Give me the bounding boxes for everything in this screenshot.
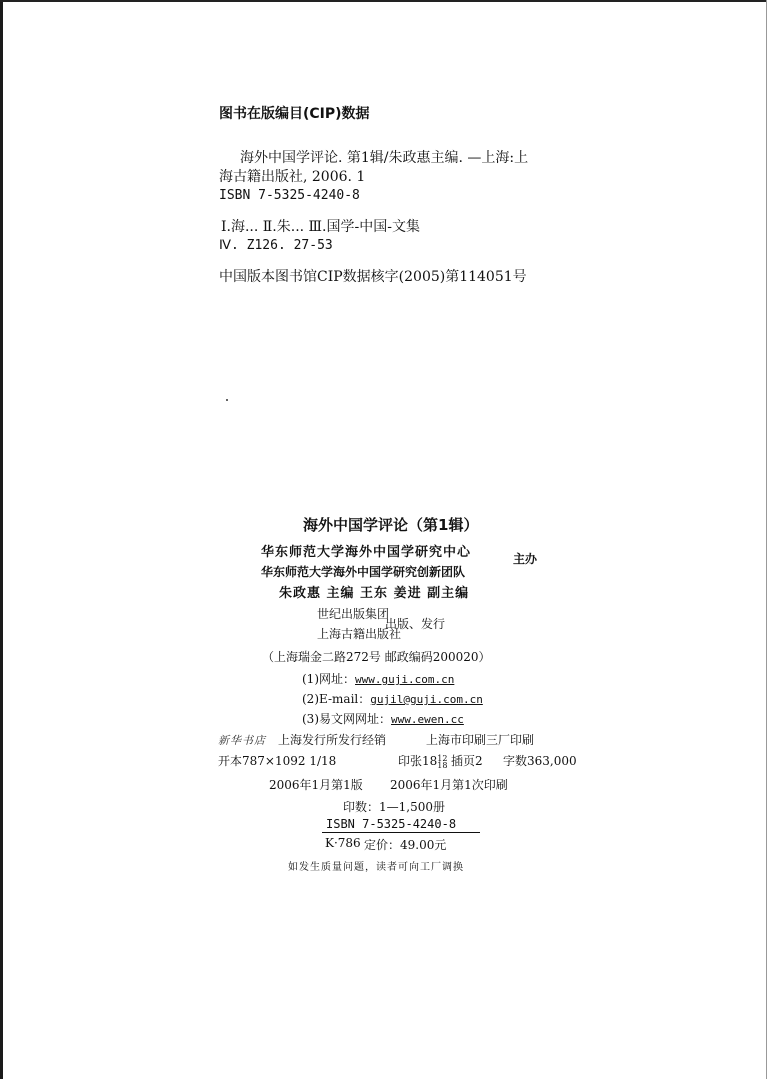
isbn-line: ISBN 7-5325-4240-8	[326, 817, 457, 831]
sheets-numerator: 12	[437, 754, 448, 763]
distributor-line	[218, 731, 386, 748]
cip-subject-line: Ⅰ.海... Ⅱ.朱... Ⅲ.国学-中国-文集	[221, 219, 420, 235]
cip-classification-line: Ⅳ. Z126. 27-53	[219, 238, 333, 253]
sheets-line	[398, 752, 447, 769]
print-run-line: 印数：1—1,500册	[343, 800, 445, 814]
publisher-group: 世纪出版集团	[317, 607, 390, 621]
email-line	[302, 690, 483, 707]
edition-line: 2006年1月第1版	[269, 778, 363, 792]
cip-title-line: 海外中国学评论. 第1辑/朱政惠主编. —上海:上	[240, 150, 529, 166]
printer-line: 上海市印刷三厂印刷	[426, 733, 535, 747]
cip-isbn-line: ISBN 7-5325-4240-8	[219, 188, 360, 203]
distributor-brand-mark: 新华书店	[218, 734, 266, 747]
sheets-denominator: 18	[437, 761, 448, 770]
ewen-line	[302, 710, 464, 727]
isbn-divider	[322, 832, 480, 833]
price-line: 定价：49.00元	[364, 838, 447, 852]
ewen-link[interactable]: www.ewen.cc	[391, 713, 464, 726]
printing-line: 2006年1月第1次印刷	[390, 778, 508, 792]
publisher-address: （上海瑞金二路272号 邮政编码200020）	[262, 650, 491, 664]
editors-line: 朱政惠 主编 王东 姜进 副主编	[279, 586, 470, 601]
publisher-name: 上海古籍出版社	[317, 627, 402, 641]
price-code: K·786	[325, 836, 361, 850]
plates-line: 插页2	[451, 754, 483, 768]
sponsor-role: 主办	[513, 552, 538, 566]
sponsor-2: 华东师范大学海外中国学研究创新团队	[261, 565, 466, 579]
website-line	[302, 670, 454, 687]
cip-heading: 图书在版编目(CIP)数据	[219, 106, 370, 122]
sheets-label: 印张18	[398, 754, 438, 768]
word-count-line: 字数363,000	[503, 754, 577, 768]
website-link[interactable]: www.guji.com.cn	[355, 673, 455, 686]
sheets-fraction	[437, 755, 447, 769]
format-line: 开本787×1092 1/18	[218, 754, 337, 768]
cip-record-number-line: 中国版本图书馆CIP数据核字(2005)第114051号	[219, 269, 527, 285]
book-title: 海外中国学评论（第1辑）	[303, 516, 479, 534]
cip-publisher-line: 海古籍出版社, 2006. 1	[219, 169, 366, 185]
email-label: (2)E-mail：	[302, 692, 371, 706]
sponsor-1: 华东师范大学海外中国学研究中心	[261, 545, 472, 560]
email-link[interactable]: gujil@guji.com.cn	[370, 693, 483, 706]
publisher-role: 出版、发行	[385, 617, 446, 631]
website-label: (1)网址：	[302, 672, 355, 686]
distributor-text: 上海发行所发行经销	[278, 733, 387, 747]
ewen-label: (3)易文网网址：	[302, 712, 391, 726]
quality-notice: 如发生质量问题，读者可向工厂调换	[288, 862, 464, 873]
